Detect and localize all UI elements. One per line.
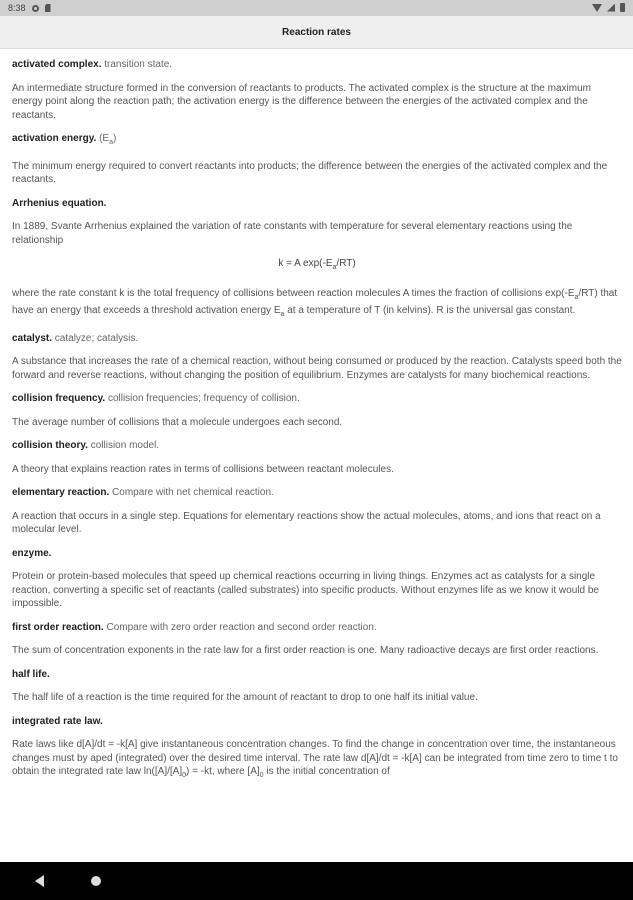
glossary-content[interactable] — [12, 52, 622, 862]
term-heading — [12, 439, 622, 453]
arrhenius-formula: k = A $\exp(-E_a/RT)$ — [278, 258, 356, 271]
entry-catalyst — [12, 332, 622, 383]
back-icon[interactable] — [35, 875, 44, 887]
term-label: first order reaction. — [12, 621, 104, 633]
term-label: integrated rate law. — [12, 715, 103, 727]
term-heading — [12, 715, 622, 729]
page-title: Reaction rates — [282, 26, 351, 38]
term-label: enzyme. — [12, 547, 52, 559]
settings-icon — [32, 5, 39, 12]
entry-enzyme — [12, 547, 622, 611]
entry-activated-complex — [12, 58, 622, 122]
sd-card-icon — [45, 4, 51, 12]
entry-half-life — [12, 668, 622, 705]
term-definition: A theory that explains reaction rates in terms of collisions between reactant molecules. — [12, 463, 394, 475]
term-synonyms: transition state. — [101, 59, 173, 70]
term-label: collision theory. — [12, 440, 88, 451]
term-heading — [12, 392, 622, 406]
term-definition: A reaction that occurs in a single step. Equations for elementary reactions show the actual molecules, atoms, and ions that react on a molecular level. — [12, 510, 601, 535]
term-heading — [12, 668, 622, 682]
term-synonyms: Compare with zero order reaction and second order reaction. — [103, 621, 377, 633]
term-definition: The average number of collisions that a molecule undergoes each second. — [12, 416, 343, 428]
term-label: elementary reaction. — [12, 487, 110, 498]
term-heading — [12, 486, 622, 500]
term-synonyms: catalyze; catalysis. — [52, 332, 139, 344]
term-definition: In 1889, Svante Arrhenius explained the variation of rate constants with temperature for several elementary reactions using the relationship — [12, 221, 573, 246]
term-label: half life. — [12, 668, 50, 680]
term-heading — [12, 332, 622, 346]
status-bar — [0, 0, 633, 16]
term-definition: An intermediate structure formed in the conversion of reactants to products. The activated complex is the structure at the maximum energy point along the reaction path; the activation energy is the difference between the energies of the activated complex and the reactants. — [12, 82, 591, 121]
home-icon[interactable] — [91, 876, 101, 886]
navigation-bar — [0, 862, 633, 900]
term-synonyms: collision model. — [87, 440, 160, 451]
term-synonyms: $(E_a)$ — [96, 133, 117, 146]
term-synonyms: Compare with net chemical reaction. — [109, 487, 274, 498]
entry-collision-frequency — [12, 392, 622, 429]
term-definition: The sum of concentration exponents in the rate law for a first order reaction is one. Many radioactive decays are first order reactions. — [12, 645, 599, 656]
term-label: catalyst. — [12, 332, 53, 344]
battery-icon — [620, 3, 625, 12]
term-label: activation energy. — [12, 133, 97, 144]
term-label: Arrhenius equation. — [12, 197, 107, 209]
entry-activation-energy — [12, 132, 622, 187]
entry-elementary-reaction — [12, 486, 622, 537]
wifi-icon — [592, 4, 602, 12]
term-heading — [12, 197, 622, 211]
term-synonyms: collision frequencies; frequency of collision. — [105, 393, 300, 404]
signal-icon — [607, 4, 615, 12]
term-definition: Protein or protein-based molecules that speed up chemical reactions occurring in living things. Enzymes act as catalysts for a single reaction, converting a specific set of reactants (called substrates) into specific products. Without enzymes life as we know it would be impossible. — [12, 571, 599, 609]
term-heading — [12, 621, 622, 635]
entry-arrhenius-equation — [12, 197, 622, 322]
term-heading — [12, 132, 622, 150]
term-label: activated complex. — [12, 59, 102, 70]
entry-integrated-rate-law — [12, 715, 622, 783]
status-time: 8:38 — [8, 3, 26, 13]
term-definition: Rate laws like d[A]/dt = -k[A] give instantaneous concentration changes. To find the change in concentration over time, the instantaneous changes must by aped (integrated) over the desired time interval. The rate law d[A]/dt = -k[A] can be integrated from time zero to time t to obtain the integrated rate law $\ln([A]/[A]_0) = -kt$, where $[A]_0$ is the initial concentration of — [12, 739, 618, 779]
term-definition: A substance that increases the rate of a chemical reaction, without being consumed or produced by the reaction. Catalysts speed both the forward and reverse reactions, without changing the position of equilibrium. Enzymes are catalysts for many biochemical reactions. — [12, 356, 622, 381]
term-definition-continued: where the rate constant k is the total frequency of collisions between reaction molecules A times the fraction of collisions $\exp(-E_a/RT)$ that have an energy that exceeds a threshold activation energy $E_a$ at a temperature of T (in kelvins). R is the universal gas constant. — [12, 287, 618, 318]
app-bar — [0, 16, 633, 49]
entry-collision-theory — [12, 439, 622, 476]
term-heading — [12, 547, 622, 561]
term-definition: The minimum energy required to convert reactants into products; the difference between the energies of the activated complex and the reactants. — [12, 160, 608, 185]
term-label: collision frequency. — [12, 393, 106, 404]
entry-first-order-reaction — [12, 621, 622, 658]
term-definition: The half life of a reaction is the time required for the amount of reactant to drop to one half its initial value. — [12, 692, 478, 703]
term-heading — [12, 58, 622, 72]
